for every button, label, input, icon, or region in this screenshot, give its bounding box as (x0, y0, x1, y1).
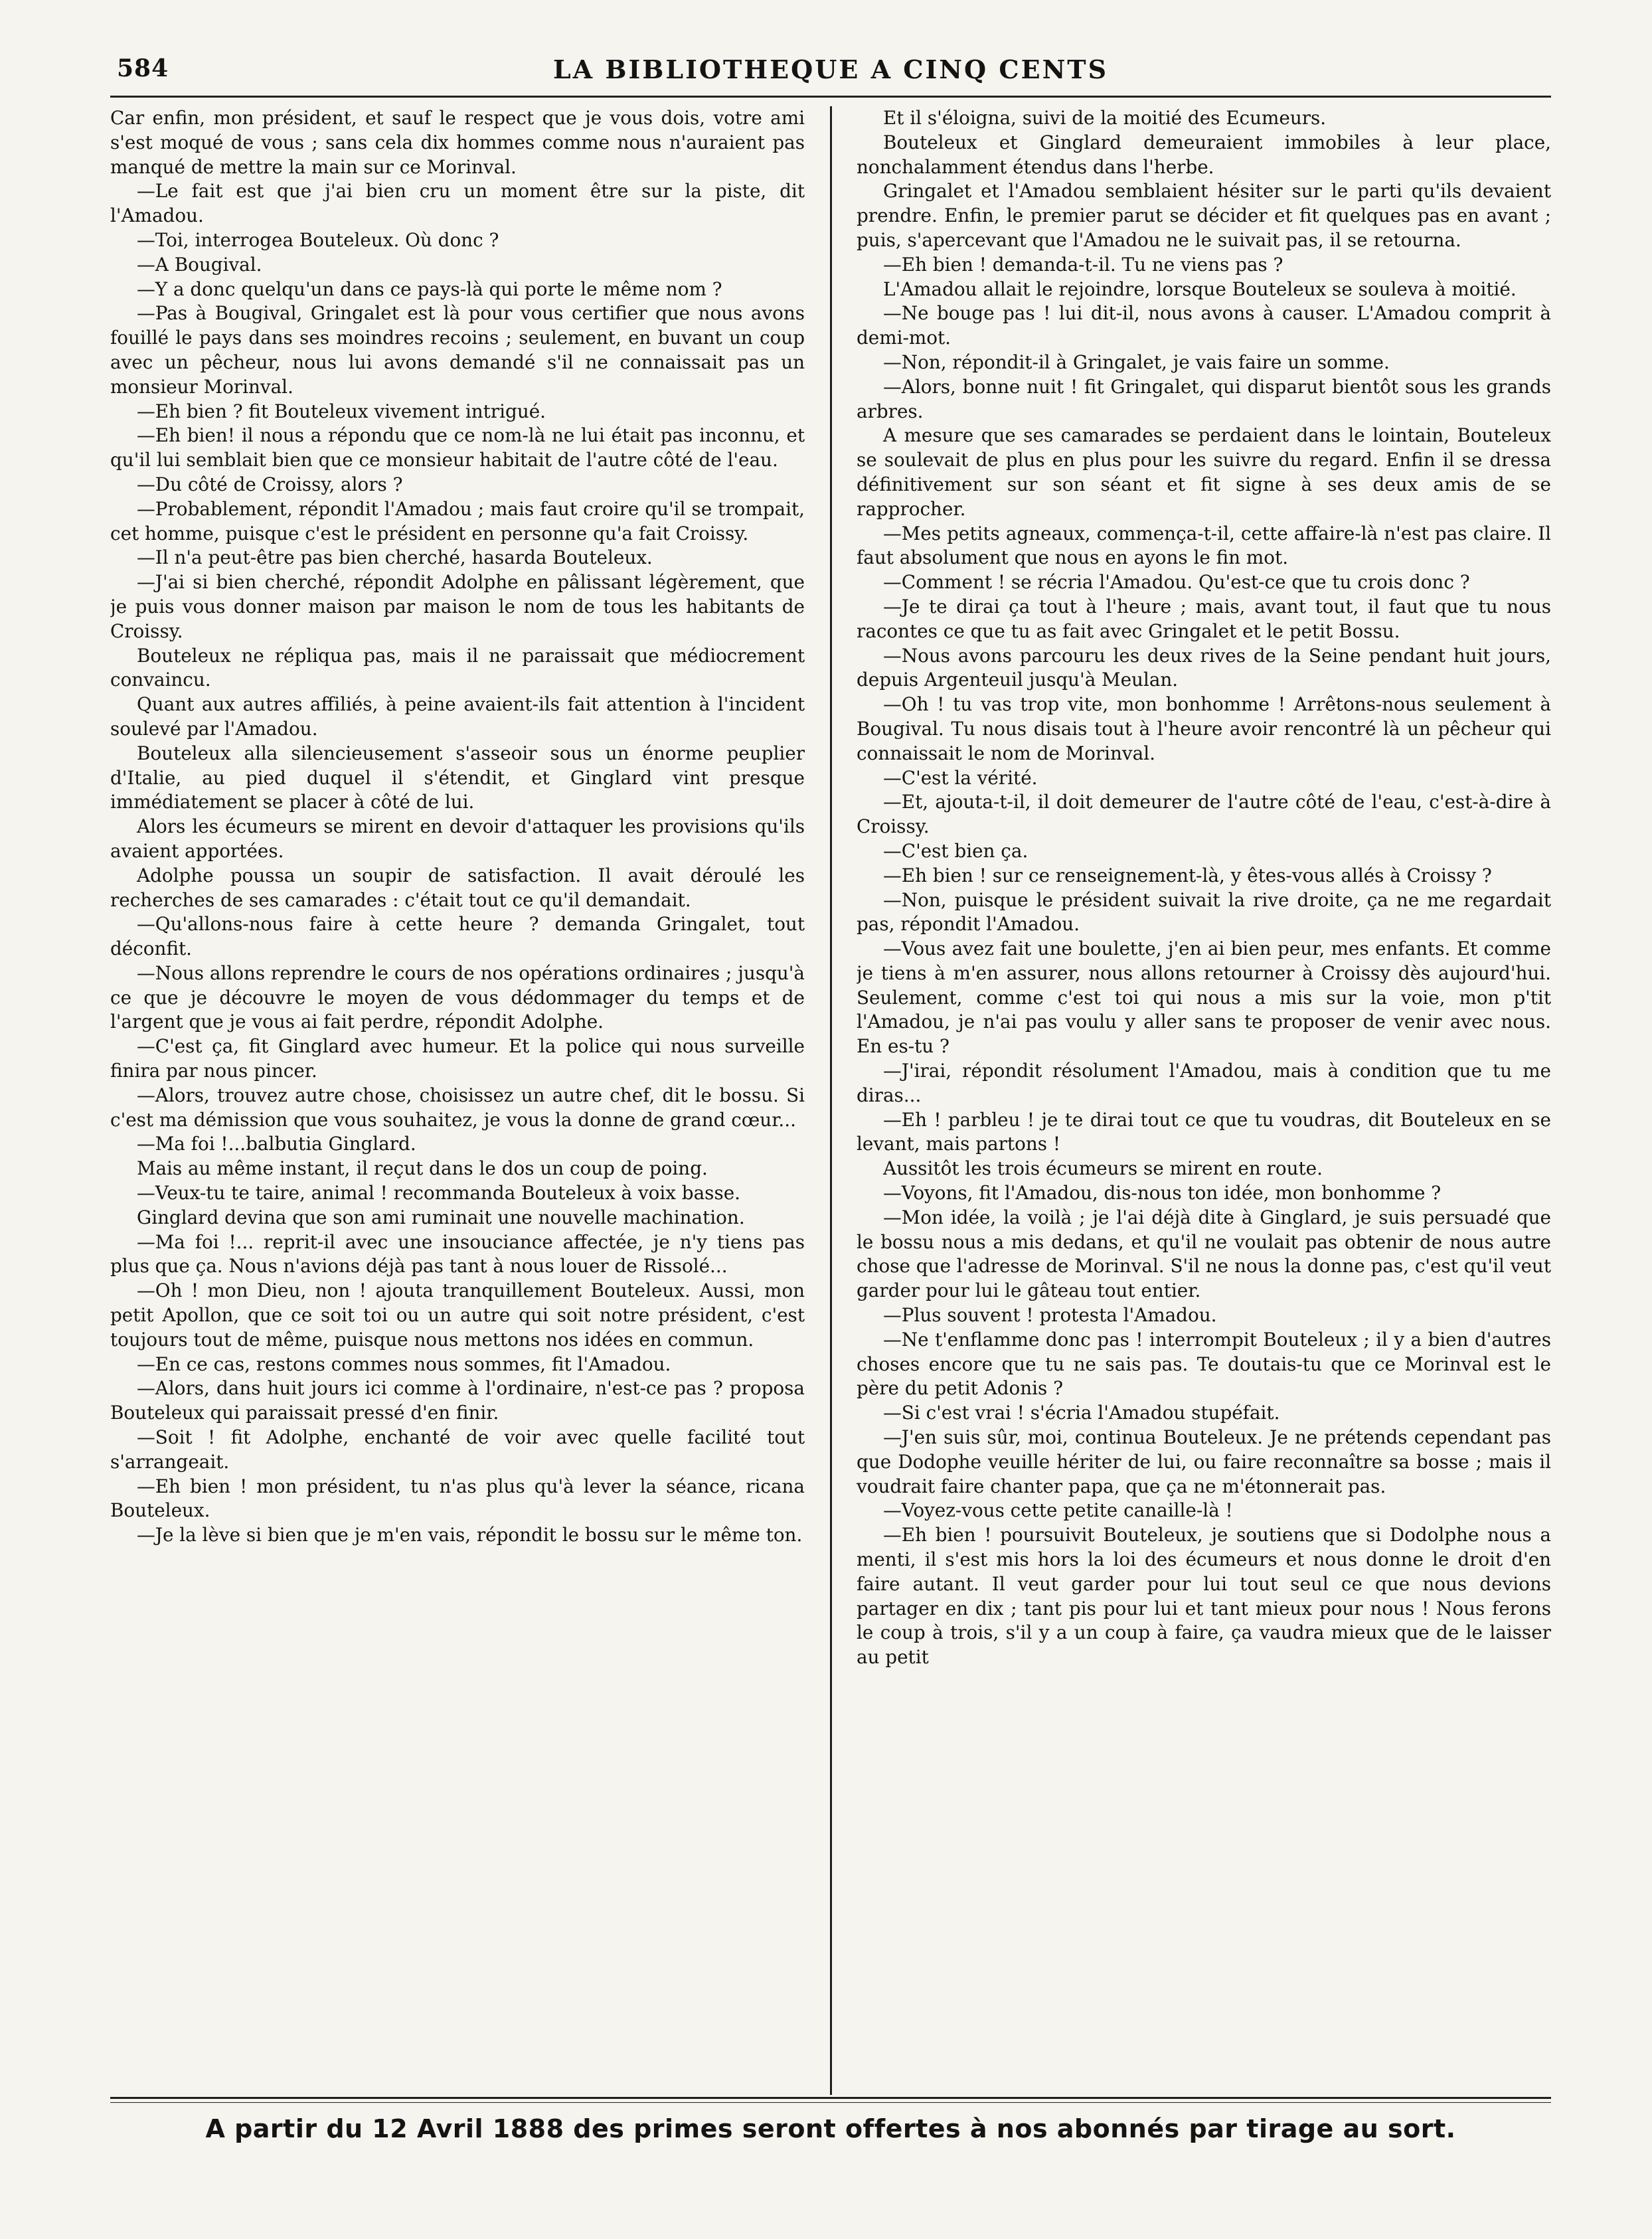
paragraph: —Alors, dans huit jours ici comme à l'ordinaire, n'est-ce pas ? proposa Bouteleux qui paraissait pressé d'en finir. (110, 1377, 805, 1424)
paragraph: —J'irai, répondit résolument l'Amadou, mais à condition que tu me diras... (857, 1060, 1551, 1106)
paragraph: —A Bougival. (137, 253, 262, 276)
paragraph: —Ma foi !... reprit-il avec une insouciance affectée, je n'y tiens pas plus que ça. Nous n'avions déjà pas tant à nous louer de Rissolé... (110, 1230, 805, 1278)
paragraph: Aussitôt les trois écumeurs se mirent en route. (883, 1157, 1323, 1180)
paragraph: —C'est la vérité. (883, 766, 1038, 789)
paragraph: —Oh ! mon Dieu, non ! ajouta tranquillement Bouteleux. Aussi, mon petit Apollon, que ce soit toi ou un autre qui soit notre président, c'est toujours tout de même, puisque nous mettons nos idées en commun. (110, 1280, 805, 1351)
column-divider (830, 106, 832, 2095)
paragraph: —Ne bouge pas ! lui dit-il, nous avons à causer. L'Amadou comprit à demi-mot. (857, 302, 1551, 349)
left-column (110, 106, 805, 2092)
paragraph: —Je la lève si bien que je m'en vais, répondit le bossu sur le même ton. (137, 1524, 803, 1546)
paragraph: —Alors, bonne nuit ! fit Gringalet, qui disparut bientôt sous les grands arbres. (857, 375, 1551, 422)
paragraph: —En ce cas, restons commes nous sommes, fit l'Amadou. (137, 1353, 671, 1375)
right-column (857, 106, 1551, 2092)
paragraph: Mais au même instant, il reçut dans le dos un coup de poing. (137, 1157, 708, 1180)
subscriber-notice: A partir du 12 Avril 1888 des primes seront offertes à nos abonnés par tirage au sort. (205, 2114, 1456, 2143)
paragraph: —Mon idée, la voilà ; je l'ai déjà dite à Ginglard, je suis persuadé que le bossu nous a mis dedans, et qu'il ne voulait pas obtenir de nous autre chose que l'adresse de Morinval. S'il ne nous la donne pas, c'est qu'il veut garder pour lui le gâteau tout entier. (857, 1206, 1551, 1302)
paragraph: —Si c'est vrai ! s'écria l'Amadou stupéfait. (883, 1402, 1280, 1424)
paragraph: Quant aux autres affiliés, à peine avaient-ils fait attention à l'incident soulevé par l'Amadou. (110, 693, 805, 740)
paragraph: Adolphe poussa un soupir de satisfaction. Il avait déroulé les recherches de ses camarades : c'était tout ce qu'il demandait. (110, 864, 805, 911)
paragraph: —Nous avons parcouru les deux rives de la Seine pendant huit jours, depuis Argenteuil jusqu'à Meulan. (857, 644, 1551, 691)
newspaper-page (110, 40, 1551, 2191)
paragraph: —J'ai si bien cherché, répondit Adolphe en pâlissant légèrement, que je puis vous donner maison par maison le nom de tous les habitants de Croissy. (110, 571, 805, 642)
paragraph: —Vous avez fait une boulette, j'en ai bien peur, mes enfants. Et comme je tiens à m'en assurer, nous allons retourner à Croissy dès aujourd'hui. Seulement, comme c'est toi qui nous a mis sur la voie, mon p'tit l'Amadou, je n'ai pas voulu y aller sans te proposer de venir avec nous. En es-tu ? (857, 938, 1551, 1058)
paragraph: —Ne t'enflamme donc pas ! interrompit Bouteleux ; il y a bien d'autres choses encore que tu ne sais pas. Te doutais-tu que ce Morinval est le père du petit Adonis ? (857, 1328, 1551, 1400)
paragraph: L'Amadou allait le rejoindre, lorsque Bouteleux se souleva à moitié. (883, 278, 1517, 300)
footer-rule (110, 2097, 1551, 2099)
paragraph: —Oh ! tu vas trop vite, mon bonhomme ! Arrêtons-nous seulement à Bougival. Tu nous disais tout à l'heure avoir rencontré là un pêcheur qui connaissait le nom de Morinval. (857, 693, 1551, 764)
text-columns (110, 106, 1551, 2092)
paragraph: —Mes petits agneaux, commença-t-il, cette affaire-là n'est pas claire. Il faut absolument que nous en ayons le fin mot. (857, 522, 1551, 569)
paragraph: —Eh bien! il nous a répondu que ce nom-là ne lui était pas inconnu, et qu'il lui semblait bien que ce monsieur habitait de l'autre côté de l'eau. (110, 424, 805, 471)
paragraph: —Le fait est que j'ai bien cru un moment être sur la piste, dit l'Amadou. (110, 180, 805, 227)
paragraph: Gringalet et l'Amadou semblaient hésiter sur le parti qu'ils devaient prendre. Enfin, le premier parut se décider et fit quelques pas en avant ; puis, s'apercevant que l'Amadou ne le suivait pas, il se retourna. (857, 180, 1551, 251)
paragraph: —Je te dirai ça tout à l'heure ; mais, avant tout, il faut que tu nous racontes ce que tu as fait avec Gringalet et le petit Bossu. (857, 595, 1551, 642)
paragraph: —Eh ! parbleu ! je te dirai tout ce que tu voudras, dit Bouteleux en se levant, mais partons ! (857, 1108, 1551, 1155)
paragraph: —Comment ! se récria l'Amadou. Qu'est-ce que tu crois donc ? (883, 571, 1470, 594)
paragraph: —Plus souvent ! protesta l'Amadou. (883, 1304, 1217, 1327)
paragraph: Bouteleux alla silencieusement s'asseoir sous un énorme peuplier d'Italie, au pied duquel il s'étendit, et Ginglard vint presque immédiatement se placer à côté de lui. (110, 742, 805, 813)
paragraph: —Alors, trouvez autre chose, choisissez un autre chef, dit le bossu. Si c'est ma démission que vous souhaitez, je vous la donne de grand cœur... (110, 1084, 805, 1131)
paragraph: —Eh bien ! poursuivit Bouteleux, je soutiens que si Dodolphe nous a menti, il s'est mis hors la loi des écumeurs et nous donne le droit d'en faire autant. Il veut garder pour lui tout seul ce que nous devions partager en dix ; tant pis pour lui et tant mieux pour nous ! Nous ferons le coup à trois, s'il y a un coup à faire, ça vaudra mieux que de le laisser au petit (857, 1524, 1551, 1669)
paragraph: A mesure que ses camarades se perdaient dans le lointain, Bouteleux se soulevait de plus en plus pour les suivre du regard. Enfin il se dressa définitivement sur son séant et fit signe à ses deux amis de se rapprocher. (857, 424, 1551, 520)
paragraph: —C'est ça, fit Ginglard avec humeur. Et la police qui nous surveille finira par nous pincer. (110, 1035, 805, 1082)
paragraph: —Voyez-vous cette petite canaille-là ! (883, 1499, 1233, 1522)
running-title: LA BIBLIOTHEQUE A CINQ CENTS (552, 54, 1109, 84)
paragraph: —Pas à Bougival, Gringalet est là pour vous certifier que nous avons fouillé le pays dans ses moindres recoins ; seulement, en buvant un coup avec un pêcheur, nous lui avons demandé s'il ne connaissait pas un monsieur Morinval. (110, 302, 805, 398)
paragraph: —Qu'allons-nous faire à cette heure ? demanda Gringalet, tout déconfit. (110, 913, 805, 960)
paragraph: —Soit ! fit Adolphe, enchanté de voir avec quelle facilité tout s'arrangeait. (110, 1426, 805, 1473)
paragraph: —C'est bien ça. (883, 839, 1029, 862)
paragraph: —Toi, interrogea Bouteleux. Où donc ? (137, 228, 499, 251)
paragraph: Ginglard devina que son ami ruminait une nouvelle machination. (137, 1206, 745, 1228)
paragraph: —Du côté de Croissy, alors ? (137, 473, 403, 495)
paragraph: —J'en suis sûr, moi, continua Bouteleux. Je ne prétends cependant pas que Dodophe veuille hériter de lui, ou faire reconnaître sa bosse ; mais il voudrait faire chanter papa, que ça ne m'étonnerait pas. (857, 1426, 1551, 1497)
paragraph: —Eh bien ! demanda-t-il. Tu ne viens pas ? (883, 253, 1283, 276)
paragraph: Alors les écumeurs se mirent en devoir d'attaquer les provisions qu'ils avaient apportées. (110, 815, 805, 862)
paragraph: —Il n'a peut-être pas bien cherché, hasarda Bouteleux. (137, 546, 653, 569)
paragraph: Bouteleux ne répliqua pas, mais il ne paraissait que médiocrement convaincu. (110, 644, 805, 691)
paragraph: —Voyons, fit l'Amadou, dis-nous ton idée, mon bonhomme ? (883, 1182, 1442, 1204)
paragraph: —Y a donc quelqu'un dans ce pays-là qui porte le même nom ? (137, 278, 722, 300)
paragraph: Et il s'éloigna, suivi de la moitié des Ecumeurs. (883, 107, 1327, 129)
paragraph: Car enfin, mon président, et sauf le respect que je vous dois, votre ami s'est moqué de vous ; sans cela dix hommes comme nous n'auraient pas manqué de mettre la main sur ce Morinval. (110, 107, 805, 178)
paragraph: —Non, puisque le président suivait la rive droite, ça ne me regardait pas, répondit l'Amadou. (857, 888, 1551, 936)
paragraph: —Ma foi !...balbutia Ginglard. (137, 1133, 416, 1155)
paragraph: —Nous allons reprendre le cours de nos opérations ordinaires ; jusqu'à ce que je découvre le moyen de vous dédommager du temps et de l'argent que je vous ai fait perdre, répondit Adolphe. (110, 961, 805, 1033)
paragraph: —Et, ajouta-t-il, il doit demeurer de l'autre côté de l'eau, c'est-à-dire à Croissy. (857, 791, 1551, 838)
footer-rule-thin (110, 2102, 1551, 2103)
paragraph: —Non, répondit-il à Gringalet, je vais faire un somme. (883, 351, 1390, 373)
paragraph: —Probablement, répondit l'Amadou ; mais faut croire qu'il se trompait, cet homme, puisque c'est le président en personne qu'a fait Croissy. (110, 497, 805, 544)
paragraph: —Eh bien ! sur ce renseignement-là, y êtes-vous allés à Croissy ? (883, 864, 1492, 886)
paragraph: —Veux-tu te taire, animal ! recommanda Bouteleux à voix basse. (137, 1182, 740, 1204)
page-header (110, 49, 1551, 98)
page-number: 584 (117, 54, 169, 82)
paragraph: Bouteleux et Ginglard demeuraient immobiles à leur place, nonchalamment étendus dans l'herbe. (857, 131, 1551, 178)
paragraph: —Eh bien ! mon président, tu n'as plus qu'à lever la séance, ricana Bouteleux. (110, 1475, 805, 1522)
paragraph: —Eh bien ? fit Bouteleux vivement intrigué. (137, 400, 546, 422)
